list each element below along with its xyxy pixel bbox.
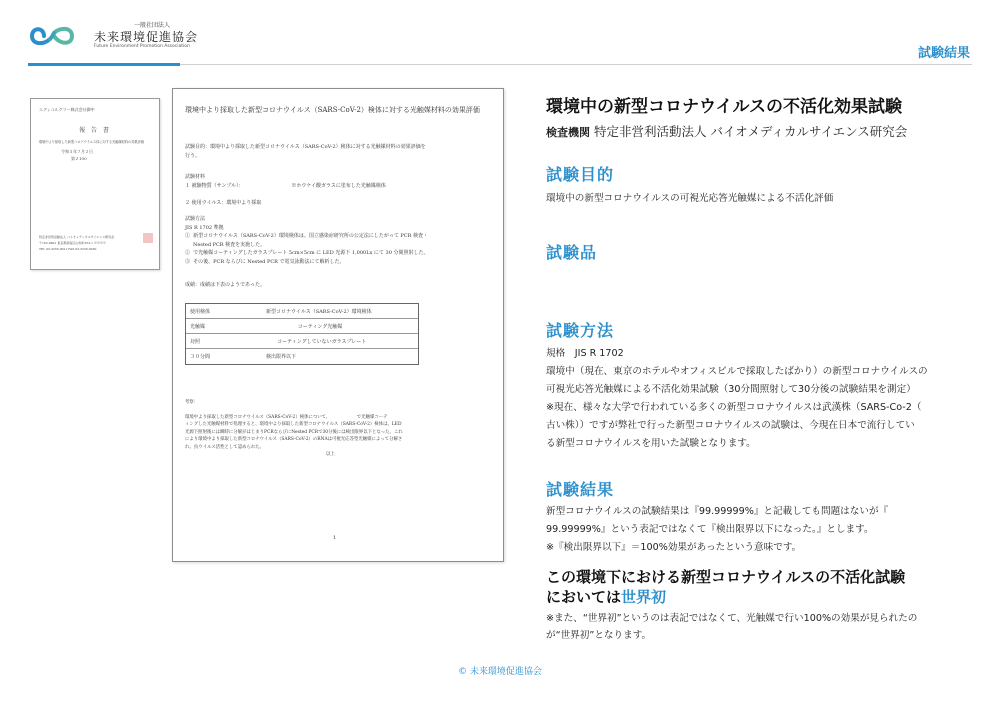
- inspector-label: 検査機関: [546, 126, 590, 139]
- table-row: [186, 349, 418, 364]
- cover-address: 〒162-0801 東京都新宿区山吹町353-1 ※※※※: [39, 241, 106, 245]
- cover-number: 第２100: [71, 156, 87, 161]
- table-row: [186, 319, 418, 334]
- method-line: 環境中（現在、東京のホテルやオフィスビルで採取したばかり）の新型コロナウイルスの: [546, 366, 928, 377]
- seal-stamp-icon: [143, 233, 153, 243]
- table-row: [186, 304, 418, 319]
- table-cell: 光触媒: [190, 323, 206, 330]
- method-line: 規格 JIS R 1702: [546, 348, 624, 359]
- note-line: ※また、“世界初”というのは表記ではなくて、光触媒で行い100%の効果が見られたの: [546, 613, 918, 624]
- cover-addressee: エディユルグリー株式会社御中: [39, 107, 95, 112]
- method-line: 古い株））ですが弊社で行った新型コロナウイルスの試験は、今現在日本で流行してい: [546, 420, 915, 431]
- world-first-highlight: 世界初: [621, 588, 667, 606]
- page-title: 環境中の新型コロナウイルスの不活化効果試験: [546, 97, 902, 117]
- inspector-name: 特定非営利活動法人 バイオメディカルサイエンス研究会: [594, 124, 908, 139]
- conclusion-line: [546, 587, 905, 607]
- result-line: 99.99999%』という表記ではなくて『検出限界以下になった。』とします。: [546, 524, 874, 535]
- method-line: 可視光応答光触媒による不活化効果試験（30分間照射して30分後の試験結果を測定）: [546, 384, 916, 395]
- table-cell: ３０分間: [190, 354, 211, 360]
- logo-org-name: 未来環境促進協会: [94, 29, 199, 44]
- cover-tel: TEL 03-3235-0021 FAX 03-3235-0030: [39, 247, 97, 251]
- purpose-heading: 試験目的: [546, 165, 615, 184]
- page-header: [0, 0, 1000, 68]
- header-accent-rule: [28, 63, 180, 66]
- report-page-number: 1: [333, 535, 337, 541]
- table-cell: コーティング光触媒: [266, 323, 343, 330]
- logo-org-small: 一般社団法人: [134, 21, 171, 29]
- method-line: る新型コロナウイルスを用いた試験となります。: [546, 438, 756, 449]
- method-body: [546, 345, 976, 453]
- result-body: [546, 503, 976, 557]
- section-label: 試験結果: [917, 46, 970, 61]
- cover-title: 報 告 書: [79, 127, 111, 134]
- conclusion-heading: [546, 567, 905, 607]
- purpose-body: 環境中の新型コロナウイルスの可視光応答光触媒による不活化評価: [546, 193, 834, 204]
- table-cell: 新型コロナウイルス（SARS-CoV-2）環境検体: [266, 308, 372, 315]
- table-cell: 使用検体: [190, 308, 211, 315]
- world-first-note: [546, 610, 976, 644]
- cover-subject: 環境中より採取した新型コロナウイルス体に対する光触媒材料の効果評価: [39, 140, 144, 144]
- result-heading: 試験結果: [546, 480, 615, 499]
- result-line: 新型コロナウイルスの試験結果は『99.99999%』と記載しても問題はないが『: [546, 506, 889, 517]
- cover-org: 特定非営利活動法人 バイオメディカルサイエンス研究会: [39, 235, 115, 239]
- report-purpose: 試験目的：環境中より採取した新型コロナウイルス（SARS-CoV-2）検体に対する光触媒材料の効果評価を 行う。: [185, 144, 426, 159]
- report-page-image: [172, 88, 504, 562]
- report-title: 環境中より採取した新型コロナウイルス（SARS-CoV-2）検体に対する光触媒材料の効果評価: [185, 106, 480, 114]
- result-line: ※『検出限界以下』＝100%効果があったという意味です。: [546, 542, 802, 553]
- infinity-logo-icon: [28, 22, 90, 50]
- report-materials: 試験材料 １ 被験物質（サンプル）： ※ホウケイ酸ガラスに塗布した光触媒検体 ２ 使用ウイルス：環境中より採取: [185, 174, 386, 206]
- cover-date: 令和３年７月２日: [61, 149, 93, 154]
- table-row: [186, 334, 418, 349]
- report-result-table: [185, 303, 419, 365]
- table-cell: 対照: [190, 338, 201, 345]
- logo-org-en: Future Environment Promotion Association: [94, 43, 190, 49]
- table-cell: コーティングしていないガラスプレート: [266, 338, 367, 345]
- footer-copyright: © 未来環境促進協会: [458, 667, 542, 677]
- table-cell: 検出限界以下: [266, 354, 297, 360]
- report-method: 試験方法 JIS R 1702 準拠 ① 新型コロナウイルス（SARS-CoV-2）環境検体は、国立感染症研究所の公定法にしたがって PCR 検査・ Nested PCR 検査を実施した。 ② で光触媒コーティングしたガラスプレート 5cm×5cm に LED 光源下 1,000Lx にて 30 分間照射した。 ③ その後、PCR ならびに Nested PCR で電気泳動法にて解析した。: [185, 216, 429, 265]
- inspector-line: [546, 122, 907, 140]
- method-line: ※現在、様々な大学で行われている多くの新型コロナウイルスは武漢株（SARS-Co-2（: [546, 402, 922, 413]
- report-cover-image: [30, 98, 160, 270]
- report-result-intro: 成績：成績は下表のようであった。: [185, 282, 265, 288]
- logo: [28, 22, 198, 50]
- header-divider: [180, 64, 972, 65]
- test-item-heading: 試験品: [546, 243, 598, 262]
- note-line: が“世界初”となります。: [546, 630, 652, 641]
- report-discussion: 考察： 環境中より採取した新型コロナウイルス（SARS-CoV-2）検体について、 で光触媒コーテ ィングした光触媒材料で処理すると、環境中より採取した新型コロナウイルス（SARS-CoV-2）検体は、LED 光源下照射後には瞬時に分解がはじまりPCRならびにNested PCRで30分後には検出限界以下となった。これ により環境中より採取した新型コロナウイルス（SARS-CoV-2）のRNAは可視光応答型光触媒によって分解さ れ、抗ウイルス活性として認められた。 以上: [185, 400, 403, 458]
- method-heading: 試験方法: [546, 321, 615, 340]
- conclusion-text: においては: [546, 588, 622, 606]
- conclusion-line: この環境下における新型コロナウイルスの不活化試験: [546, 568, 906, 586]
